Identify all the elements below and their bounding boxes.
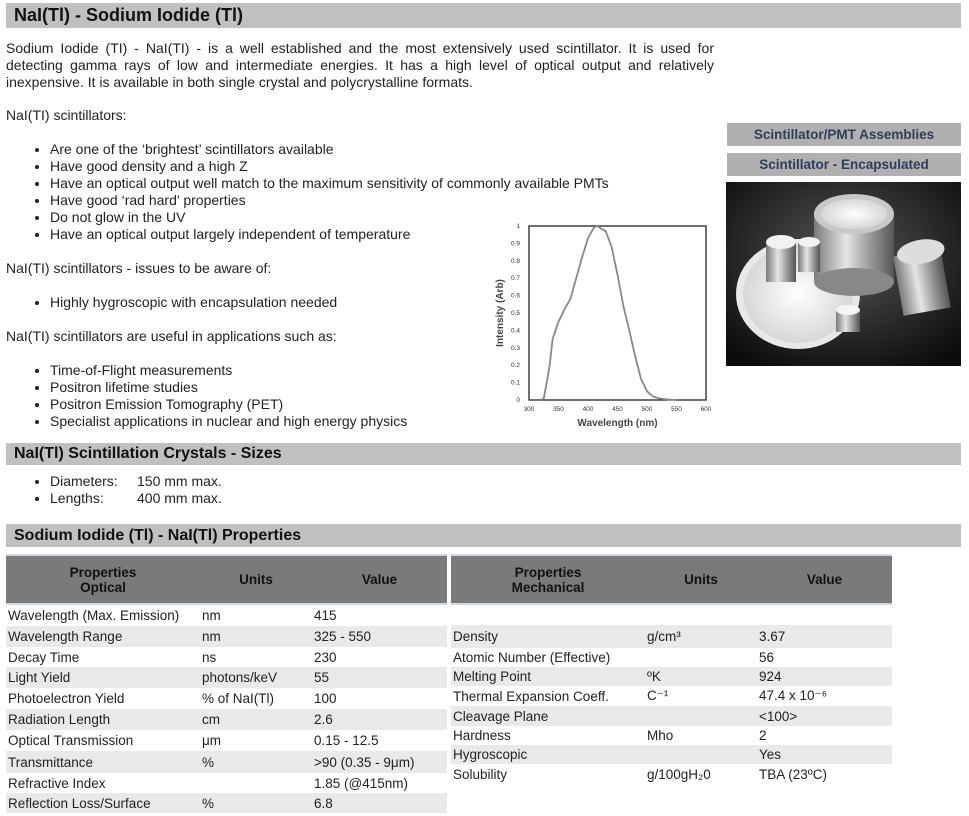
y-tick-label: 0.2 xyxy=(510,362,520,370)
property-cell: Wavelength Range xyxy=(6,626,200,647)
y-tick-label: 0.8 xyxy=(510,257,520,265)
value-cell: 6.8 xyxy=(312,793,447,813)
table-row xyxy=(451,604,892,625)
unit-cell xyxy=(645,648,757,667)
x-axis-label: Wavelength (nm) xyxy=(577,418,658,429)
y-tick-label: 0.3 xyxy=(510,344,520,352)
emission-spectrum-chart xyxy=(484,218,714,432)
table-row xyxy=(451,706,892,726)
table-row xyxy=(451,745,892,764)
x-tick-label: 500 xyxy=(641,406,653,413)
column-header xyxy=(451,555,645,604)
x-tick-label: 400 xyxy=(582,406,594,413)
emission-series-line xyxy=(541,226,677,400)
scintillators-heading: NaI(TI) scintillators: xyxy=(6,107,127,123)
table-row xyxy=(451,648,892,667)
list-item: • Do not glow in the UV xyxy=(50,209,609,226)
scintillator-crystals-photo xyxy=(726,182,961,366)
scintillator-pmt-assemblies-link[interactable]: Scintillator/PMT Assemblies xyxy=(727,123,961,146)
header-line: Properties Mechanical xyxy=(511,564,585,595)
property-cell: Light Yield xyxy=(6,667,200,688)
property-cell: Density xyxy=(451,625,645,648)
value-cell: 2.6 xyxy=(312,709,447,730)
column-header: Units xyxy=(645,555,757,604)
unit-cell xyxy=(645,745,757,764)
unit-cell: g/cm³ xyxy=(645,625,757,648)
table-row xyxy=(6,751,447,773)
value-cell: 325 - 550 xyxy=(312,626,447,647)
value-cell: 3.67 xyxy=(757,625,892,648)
property-cell: Optical Transmission xyxy=(6,730,200,751)
y-tick-label: 0.7 xyxy=(510,275,520,283)
value-cell: 47.4 x 10⁻⁶ xyxy=(757,686,892,706)
y-tick-label: 0.9 xyxy=(510,240,520,248)
unit-cell: ns xyxy=(200,647,312,667)
column-header: Value xyxy=(312,555,447,604)
mechanical-properties-table xyxy=(451,554,892,784)
list-item: • Highly hygroscopic with encapsulation needed xyxy=(50,294,337,311)
x-tick-label: 550 xyxy=(671,406,682,413)
sizes-list xyxy=(0,473,222,507)
list-item xyxy=(50,490,222,507)
value-cell: 56 xyxy=(757,648,892,667)
property-cell: Cleavage Plane xyxy=(451,706,645,726)
unit-cell: % xyxy=(200,751,312,773)
sizes-section-title: NaI(Tl) Scintillation Crystals - Sizes xyxy=(6,443,961,465)
y-tick-label: 0.4 xyxy=(510,327,520,335)
properties-section-title: Sodium Iodide (Tl) - NaI(Tl) Properties xyxy=(6,524,961,547)
value-cell: <100> xyxy=(757,706,892,726)
column-header xyxy=(6,555,200,604)
x-tick-label: 450 xyxy=(612,406,623,413)
property-cell: Thermal Expansion Coeff. xyxy=(451,686,645,706)
unit-cell: μm xyxy=(200,730,312,751)
property-cell xyxy=(451,604,645,625)
value-cell xyxy=(757,604,892,625)
table-row xyxy=(6,709,447,730)
unit-cell xyxy=(200,773,312,793)
y-tick-label: 0 xyxy=(516,397,520,404)
value-cell: 55 xyxy=(312,667,447,688)
table-row xyxy=(6,626,447,647)
table-row xyxy=(6,667,447,688)
table-row xyxy=(451,764,892,784)
column-header: Value xyxy=(757,555,892,604)
list-item: • Positron Emission Tomography (PET) xyxy=(50,396,407,413)
unit-cell: cm xyxy=(200,709,312,730)
value-cell: 2 xyxy=(757,726,892,745)
table-row xyxy=(451,726,892,745)
issues-heading: NaI(TI) scintillators - issues to be aware of: xyxy=(6,260,272,276)
scintillator-encapsulated-link[interactable]: Scintillator - Encapsulated xyxy=(727,153,961,176)
list-item: • Have an optical output well match to the maximum sensitivity of commonly available PMTs xyxy=(50,175,609,192)
table-row xyxy=(6,773,447,793)
size-label: Diameters: xyxy=(50,473,118,489)
y-tick-label: 0.6 xyxy=(510,292,520,300)
x-tick-label: 600 xyxy=(700,406,712,413)
optical-properties-table xyxy=(6,554,447,813)
x-tick-label: 300 xyxy=(523,406,535,413)
property-cell: Solubility xyxy=(451,764,645,784)
table-row xyxy=(6,688,447,709)
list-item: • Have good density and a high Z xyxy=(50,158,609,175)
unit-cell: g/100gH₂0 xyxy=(645,764,757,784)
unit-cell xyxy=(645,604,757,625)
value-cell: 0.15 - 12.5 xyxy=(312,730,447,751)
unit-cell: Mho xyxy=(645,726,757,745)
header-line: Properties Optical xyxy=(69,564,137,595)
plot-frame xyxy=(529,226,706,400)
unit-cell: % of NaI(Tl) xyxy=(200,688,312,709)
table-row xyxy=(6,793,447,813)
property-cell: Hardness xyxy=(451,726,645,745)
property-cell: Melting Point xyxy=(451,667,645,686)
property-cell: Decay Time xyxy=(6,647,200,667)
table-row xyxy=(6,604,447,626)
value-cell: Yes xyxy=(757,745,892,764)
value-cell: 100 xyxy=(312,688,447,709)
size-value: 150 mm max. xyxy=(137,473,222,489)
property-cell: Refractive Index xyxy=(6,773,200,793)
value-cell: 1.85 (@415nm) xyxy=(312,773,447,793)
value-cell: 924 xyxy=(757,667,892,686)
list-item xyxy=(50,473,222,490)
table-row xyxy=(451,686,892,706)
y-tick-label: 1 xyxy=(516,223,520,230)
page-title: NaI(Tl) - Sodium Iodide (Tl) xyxy=(6,3,961,28)
size-value: 400 mm max. xyxy=(137,490,222,506)
y-tick-label: 0.5 xyxy=(510,310,520,317)
table-row xyxy=(451,667,892,686)
property-cell: Atomic Number (Effective) xyxy=(451,648,645,667)
list-item: • Are one of the ‘brightest’ scintillators available xyxy=(50,141,609,158)
property-cell: Wavelength (Max. Emission) xyxy=(6,604,200,626)
list-item: • Have good ‘rad hard’ properties xyxy=(50,192,609,209)
unit-cell xyxy=(645,706,757,726)
value-cell: 415 xyxy=(312,604,447,626)
applications-heading: NaI(TI) scintillators are useful in applications such as: xyxy=(6,328,337,344)
list-item: • Specialist applications in nuclear and high energy physics xyxy=(50,413,407,430)
value-cell: >90 (0.35 - 9μm) xyxy=(312,751,447,773)
list-item: • Have an optical output largely independent of temperature xyxy=(50,226,609,243)
issues-list xyxy=(0,294,337,311)
table-row xyxy=(451,625,892,648)
property-cell: Reflection Loss/Surface xyxy=(6,793,200,813)
property-cell: Transmittance xyxy=(6,751,200,773)
property-cell: Radiation Length xyxy=(6,709,200,730)
list-item: • Positron lifetime studies xyxy=(50,379,407,396)
list-item: • Time-of-Flight measurements xyxy=(50,362,407,379)
unit-cell: nm xyxy=(200,604,312,626)
unit-cell: nm xyxy=(200,626,312,647)
property-cell: Hygroscopic xyxy=(451,745,645,764)
table-row xyxy=(6,647,447,667)
unit-cell: % xyxy=(200,793,312,813)
applications-list xyxy=(0,362,407,430)
intro-paragraph: Sodium Iodide (TI) - NaI(TI) - is a well established and the most extensively used scintillator. It is used for detecting gamma rays of low and intermediate energies. It has a high level of optical output and relatively inexpensive. It is available in both single crystal and polycrystalline formats. xyxy=(6,40,714,90)
value-cell: 230 xyxy=(312,647,447,667)
unit-cell: photons/keV xyxy=(200,667,312,688)
unit-cell: C⁻¹ xyxy=(645,686,757,706)
column-header: Units xyxy=(200,555,312,604)
y-axis-label: Intensity (Arb) xyxy=(495,279,506,347)
y-tick-label: 0.1 xyxy=(510,379,520,387)
table-row xyxy=(6,730,447,751)
property-cell: Photoelectron Yield xyxy=(6,688,200,709)
unit-cell: ºK xyxy=(645,667,757,686)
value-cell: TBA (23ºC) xyxy=(757,764,892,784)
size-label: Lengths: xyxy=(50,490,104,506)
x-tick-label: 350 xyxy=(553,406,564,413)
